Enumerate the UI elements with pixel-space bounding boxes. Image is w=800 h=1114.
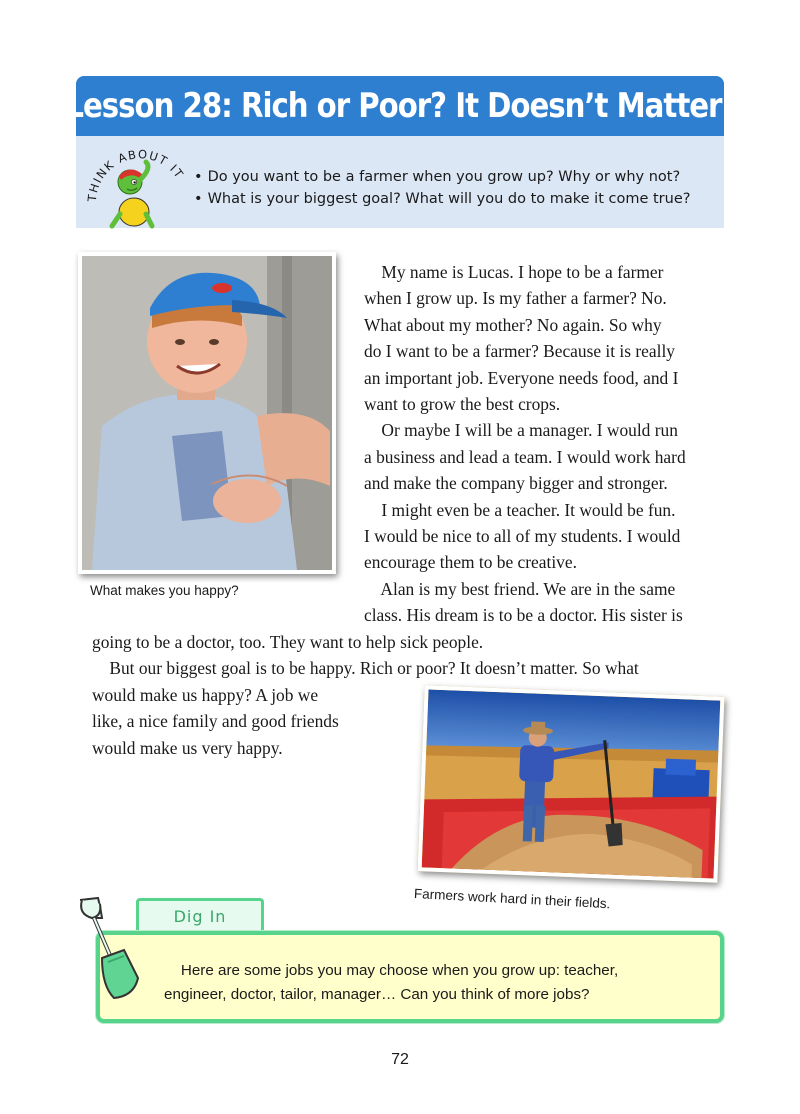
article-line: going to be a doctor, too. They want to help sick people. (92, 632, 484, 652)
photo-boy (78, 252, 336, 574)
lesson-title: Lesson 28: Rich or Poor? It Doesn’t Matter! (65, 86, 735, 126)
farm-photo-caption: Farmers work hard in their fields. (413, 886, 611, 912)
article-line: My name is Lucas. I hope to be a farmer (364, 262, 664, 282)
turtle-mascot-icon (82, 140, 192, 230)
article-line: like, a nice family and good friends (92, 711, 339, 732)
dig-in-box (96, 931, 724, 1023)
article-line: do I want to be a farmer? Because it is really (364, 341, 675, 362)
article-line: What about my mother? No again. So why (364, 314, 662, 335)
article-line: an important job. Everyone needs food, and I (364, 367, 679, 388)
article-line: a business and lead a team. I would work hard (364, 446, 686, 467)
dig-in-line: engineer, doctor, tailor, manager… Can you think of more jobs? (164, 986, 590, 1003)
shovel-icon (72, 896, 152, 1006)
article-line: want to grow the best crops. (364, 394, 561, 415)
article-left-bottom (92, 682, 412, 761)
article-full-width (92, 629, 732, 682)
article-line: would make us happy? A job we (92, 685, 319, 705)
dig-in-tab: Dig In (136, 898, 264, 932)
farm-photo-image (422, 689, 721, 878)
article-line: would make us very happy. (92, 737, 283, 758)
lesson-title-banner (65, 76, 735, 136)
photo-farm (418, 685, 725, 882)
article-line: But our biggest goal is to be happy. Rich or poor? It doesn’t matter. So what (92, 658, 639, 679)
article-line: I might even be a teacher. It would be fun. (364, 499, 676, 520)
article-line: I would be nice to all of my students. I would (364, 526, 681, 547)
dig-in-line: Here are some jobs you may choose when you grow up: teacher, (164, 962, 619, 979)
page-number: 72 (391, 1051, 409, 1068)
dig-in-text (164, 959, 704, 1007)
article-right-column (364, 259, 724, 629)
think-about-it-box (76, 136, 724, 228)
boy-photo-image (82, 256, 332, 570)
think-question-2: • What is your biggest goal? What will you do to make it come true? (194, 191, 691, 207)
article-line: class. His dream is to be a doctor. His sister is (364, 605, 683, 626)
article-line: Or maybe I will be a manager. I would run (364, 420, 678, 441)
think-about-it-text: THINK ABOUT IT (84, 147, 187, 203)
article-line: and make the company bigger and stronger. (364, 473, 668, 494)
article-line: Alan is my best friend. We are in the same (364, 578, 676, 599)
think-question-1: • Do you want to be a farmer when you grow up? Why or why not? (194, 169, 681, 185)
think-questions-list (194, 166, 690, 210)
think-about-it-label (82, 140, 192, 230)
article-line: encourage them to be creative. (364, 552, 577, 573)
article-line: when I grow up. Is my father a farmer? No. (364, 288, 667, 309)
boy-photo-caption: What makes you happy? (90, 583, 239, 598)
